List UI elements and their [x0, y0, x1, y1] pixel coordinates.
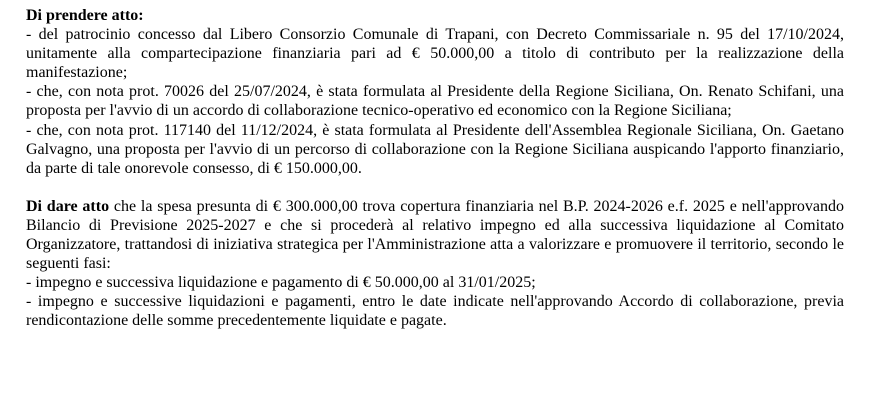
paragraph-spacer	[26, 178, 844, 197]
dare-atto-body: che la spesa presunta di € 300.000,00 trova copertura finanziaria nel B.P. 2024-2026 e.f. 2025 e nell'approvando Bilancio di Previsione 2025-2027 e che si procederà al relativo impegno ed alla successiva liquidazione al Comitato Organizzatore, trattandosi di iniziativa strategica per l'Amministrazione atta a valorizzare e promuovere il territorio, secondo le seguenti fasi:	[26, 197, 845, 273]
section-heading-prendere-atto: Di prendere atto:	[26, 7, 144, 24]
paragraph-dare-atto	[26, 197, 844, 273]
list-item-fase-2: - impegno e successive liquidazioni e pagamenti, entro le date indicate nell'approvando Accordo di collaborazione, previa rendicontazione delle somme precedentemente liquidate e pagate.	[26, 293, 844, 330]
section-heading-dare-atto: Di dare atto	[26, 197, 110, 215]
list-item-patrocinio: - del patrocinio concesso dal Libero Consorzio Comunale di Trapani, con Decreto Commissariale n. 95 del 17/10/2024, unitamente alla compartecipazione finanziaria pari ad € 50.000,00 a titolo di contributo per la realizzazione della manifestazione;	[26, 26, 844, 82]
document-page	[26, 6, 844, 331]
list-item-nota-assemblea: - che, con nota prot. 117140 del 11/12/2024, è stata formulata al Presidente dell'Assemblea Regionale Siciliana, On. Gaetano Galvagno, una proposta per l'avvio di un percorso di collaborazione con la Regione Siciliana auspicando l'apporto finanziario, da parte di tale onorevole consesso, di € 150.000,00.	[26, 121, 844, 177]
list-item-fase-1: - impegno e successiva liquidazione e pagamento di € 50.000,00 al 31/01/2025;	[26, 274, 536, 292]
list-item-nota-regione: - che, con nota prot. 70026 del 25/07/2024, è stata formulata al Presidente della Regione Siciliana, On. Renato Schifani, una proposta per l'avvio di un accordo di collaborazione tecnico-operativo ed economico con la Regione Siciliana;	[26, 83, 844, 120]
